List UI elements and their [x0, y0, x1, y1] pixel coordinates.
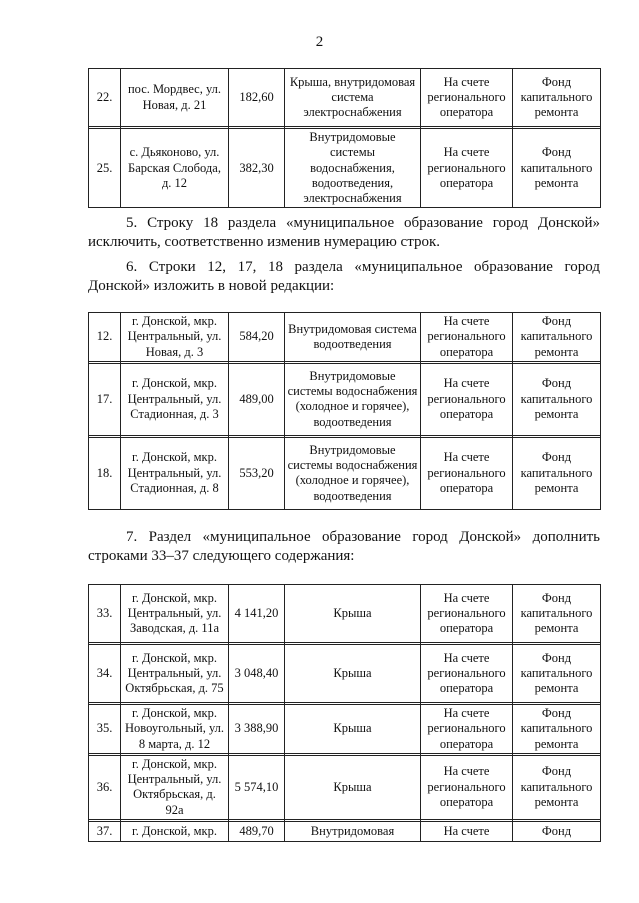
work-type-cell: Крыша, внутридомовая система электроснабжения	[285, 69, 421, 127]
area-cell: 4 141,20	[229, 585, 285, 643]
area-cell: 182,60	[229, 69, 285, 127]
work-type-cell: Внутридомовые системы водоснабжения (холодное и горячее), водоотведения	[285, 363, 421, 435]
address-cell: пос. Мордвес, ул. Новая, д. 21	[121, 69, 229, 127]
area-cell: 3 048,40	[229, 645, 285, 703]
fund-cell: Фонд капитального ремонта	[513, 129, 601, 208]
area-cell: 489,00	[229, 363, 285, 435]
table-row	[89, 129, 601, 208]
fund-cell: Фонд капитального ремонта	[513, 705, 601, 754]
account-cell: На счете регионального оператора	[421, 69, 513, 127]
table-row	[89, 437, 601, 509]
account-cell: На счете регионального оператора	[421, 705, 513, 754]
address-cell: с. Дьяконово, ул. Барская Слобода, д. 12	[121, 129, 229, 208]
fund-cell: Фонд капитального ремонта	[513, 313, 601, 362]
account-cell: На счете регионального оператора	[421, 313, 513, 362]
address-cell: г. Донской, мкр. Центральный, ул. Новая, д. 3	[121, 313, 229, 362]
work-type-cell: Внутридомовая система водоотведения	[285, 313, 421, 362]
row-number: 25.	[89, 129, 121, 208]
work-type-cell: Внутридомовая	[285, 821, 421, 841]
address-cell: г. Донской, мкр. Центральный, ул. Октябрьская, д. 92а	[121, 755, 229, 819]
account-cell: На счете регионального оператора	[421, 363, 513, 435]
address-cell: г. Донской, мкр. Новоугольный, ул. 8 марта, д. 12	[121, 705, 229, 754]
area-cell: 382,30	[229, 129, 285, 208]
account-cell: На счете регионального оператора	[421, 585, 513, 643]
fund-cell: Фонд капитального ремонта	[513, 69, 601, 127]
fund-cell: Фонд капитального ремонта	[513, 363, 601, 435]
table-row	[89, 821, 601, 841]
table-row	[89, 363, 601, 435]
account-cell: На счете регионального оператора	[421, 645, 513, 703]
area-cell: 584,20	[229, 313, 285, 362]
row-number: 34.	[89, 645, 121, 703]
fund-cell: Фонд капитального ремонта	[513, 585, 601, 643]
address-cell: г. Донской, мкр. Центральный, ул. Заводская, д. 11а	[121, 585, 229, 643]
account-cell: На счете регионального оператора	[421, 437, 513, 509]
area-cell: 553,20	[229, 437, 285, 509]
table-row	[89, 69, 601, 127]
account-cell: На счете	[421, 821, 513, 841]
work-type-cell: Крыша	[285, 585, 421, 643]
area-cell: 5 574,10	[229, 755, 285, 819]
row-number: 12.	[89, 313, 121, 362]
address-cell: г. Донской, мкр. Центральный, ул. Стадионная, д. 8	[121, 437, 229, 509]
fund-cell: Фонд капитального ремонта	[513, 755, 601, 819]
table-row	[89, 705, 601, 754]
row-number: 18.	[89, 437, 121, 509]
table-section-1	[88, 68, 601, 208]
paragraph-5: 5. Строку 18 раздела «муниципальное образование город Донской» исключить, соответственно изменив нумерацию строк.	[88, 215, 600, 250]
paragraph-7: 7. Раздел «муниципальное образование город Донской» дополнить строками 33–37 следующего содержания:	[88, 529, 600, 564]
table-section-2	[88, 312, 601, 510]
work-type-cell: Крыша	[285, 645, 421, 703]
address-cell: г. Донской, мкр.	[121, 821, 229, 841]
address-cell: г. Донской, мкр. Центральный, ул. Октябрьская, д. 75	[121, 645, 229, 703]
row-number: 35.	[89, 705, 121, 754]
work-type-cell: Внутридомовые системы водоснабжения (холодное и горячее), водоотведения	[285, 437, 421, 509]
row-number: 37.	[89, 821, 121, 841]
row-number: 17.	[89, 363, 121, 435]
fund-cell: Фонд капитального ремонта	[513, 645, 601, 703]
fund-cell: Фонд капитального ремонта	[513, 437, 601, 509]
account-cell: На счете регионального оператора	[421, 129, 513, 208]
work-type-cell: Внутридомовые системы водоснабжения, водоотведения, электроснабжения	[285, 129, 421, 208]
row-number: 33.	[89, 585, 121, 643]
row-number: 36.	[89, 755, 121, 819]
table-row	[89, 313, 601, 362]
area-cell: 3 388,90	[229, 705, 285, 754]
fund-cell: Фонд	[513, 821, 601, 841]
area-cell: 489,70	[229, 821, 285, 841]
table-row	[89, 645, 601, 703]
account-cell: На счете регионального оператора	[421, 755, 513, 819]
page-number: 2	[315, 34, 324, 50]
table-row	[89, 585, 601, 643]
work-type-cell: Крыша	[285, 705, 421, 754]
address-cell: г. Донской, мкр. Центральный, ул. Стадионная, д. 3	[121, 363, 229, 435]
row-number: 22.	[89, 69, 121, 127]
paragraph-6: 6. Строки 12, 17, 18 раздела «муниципальное образование город Донской» изложить в новой редакции:	[88, 259, 600, 294]
table-section-3	[88, 584, 601, 842]
work-type-cell: Крыша	[285, 755, 421, 819]
table-row	[89, 755, 601, 819]
